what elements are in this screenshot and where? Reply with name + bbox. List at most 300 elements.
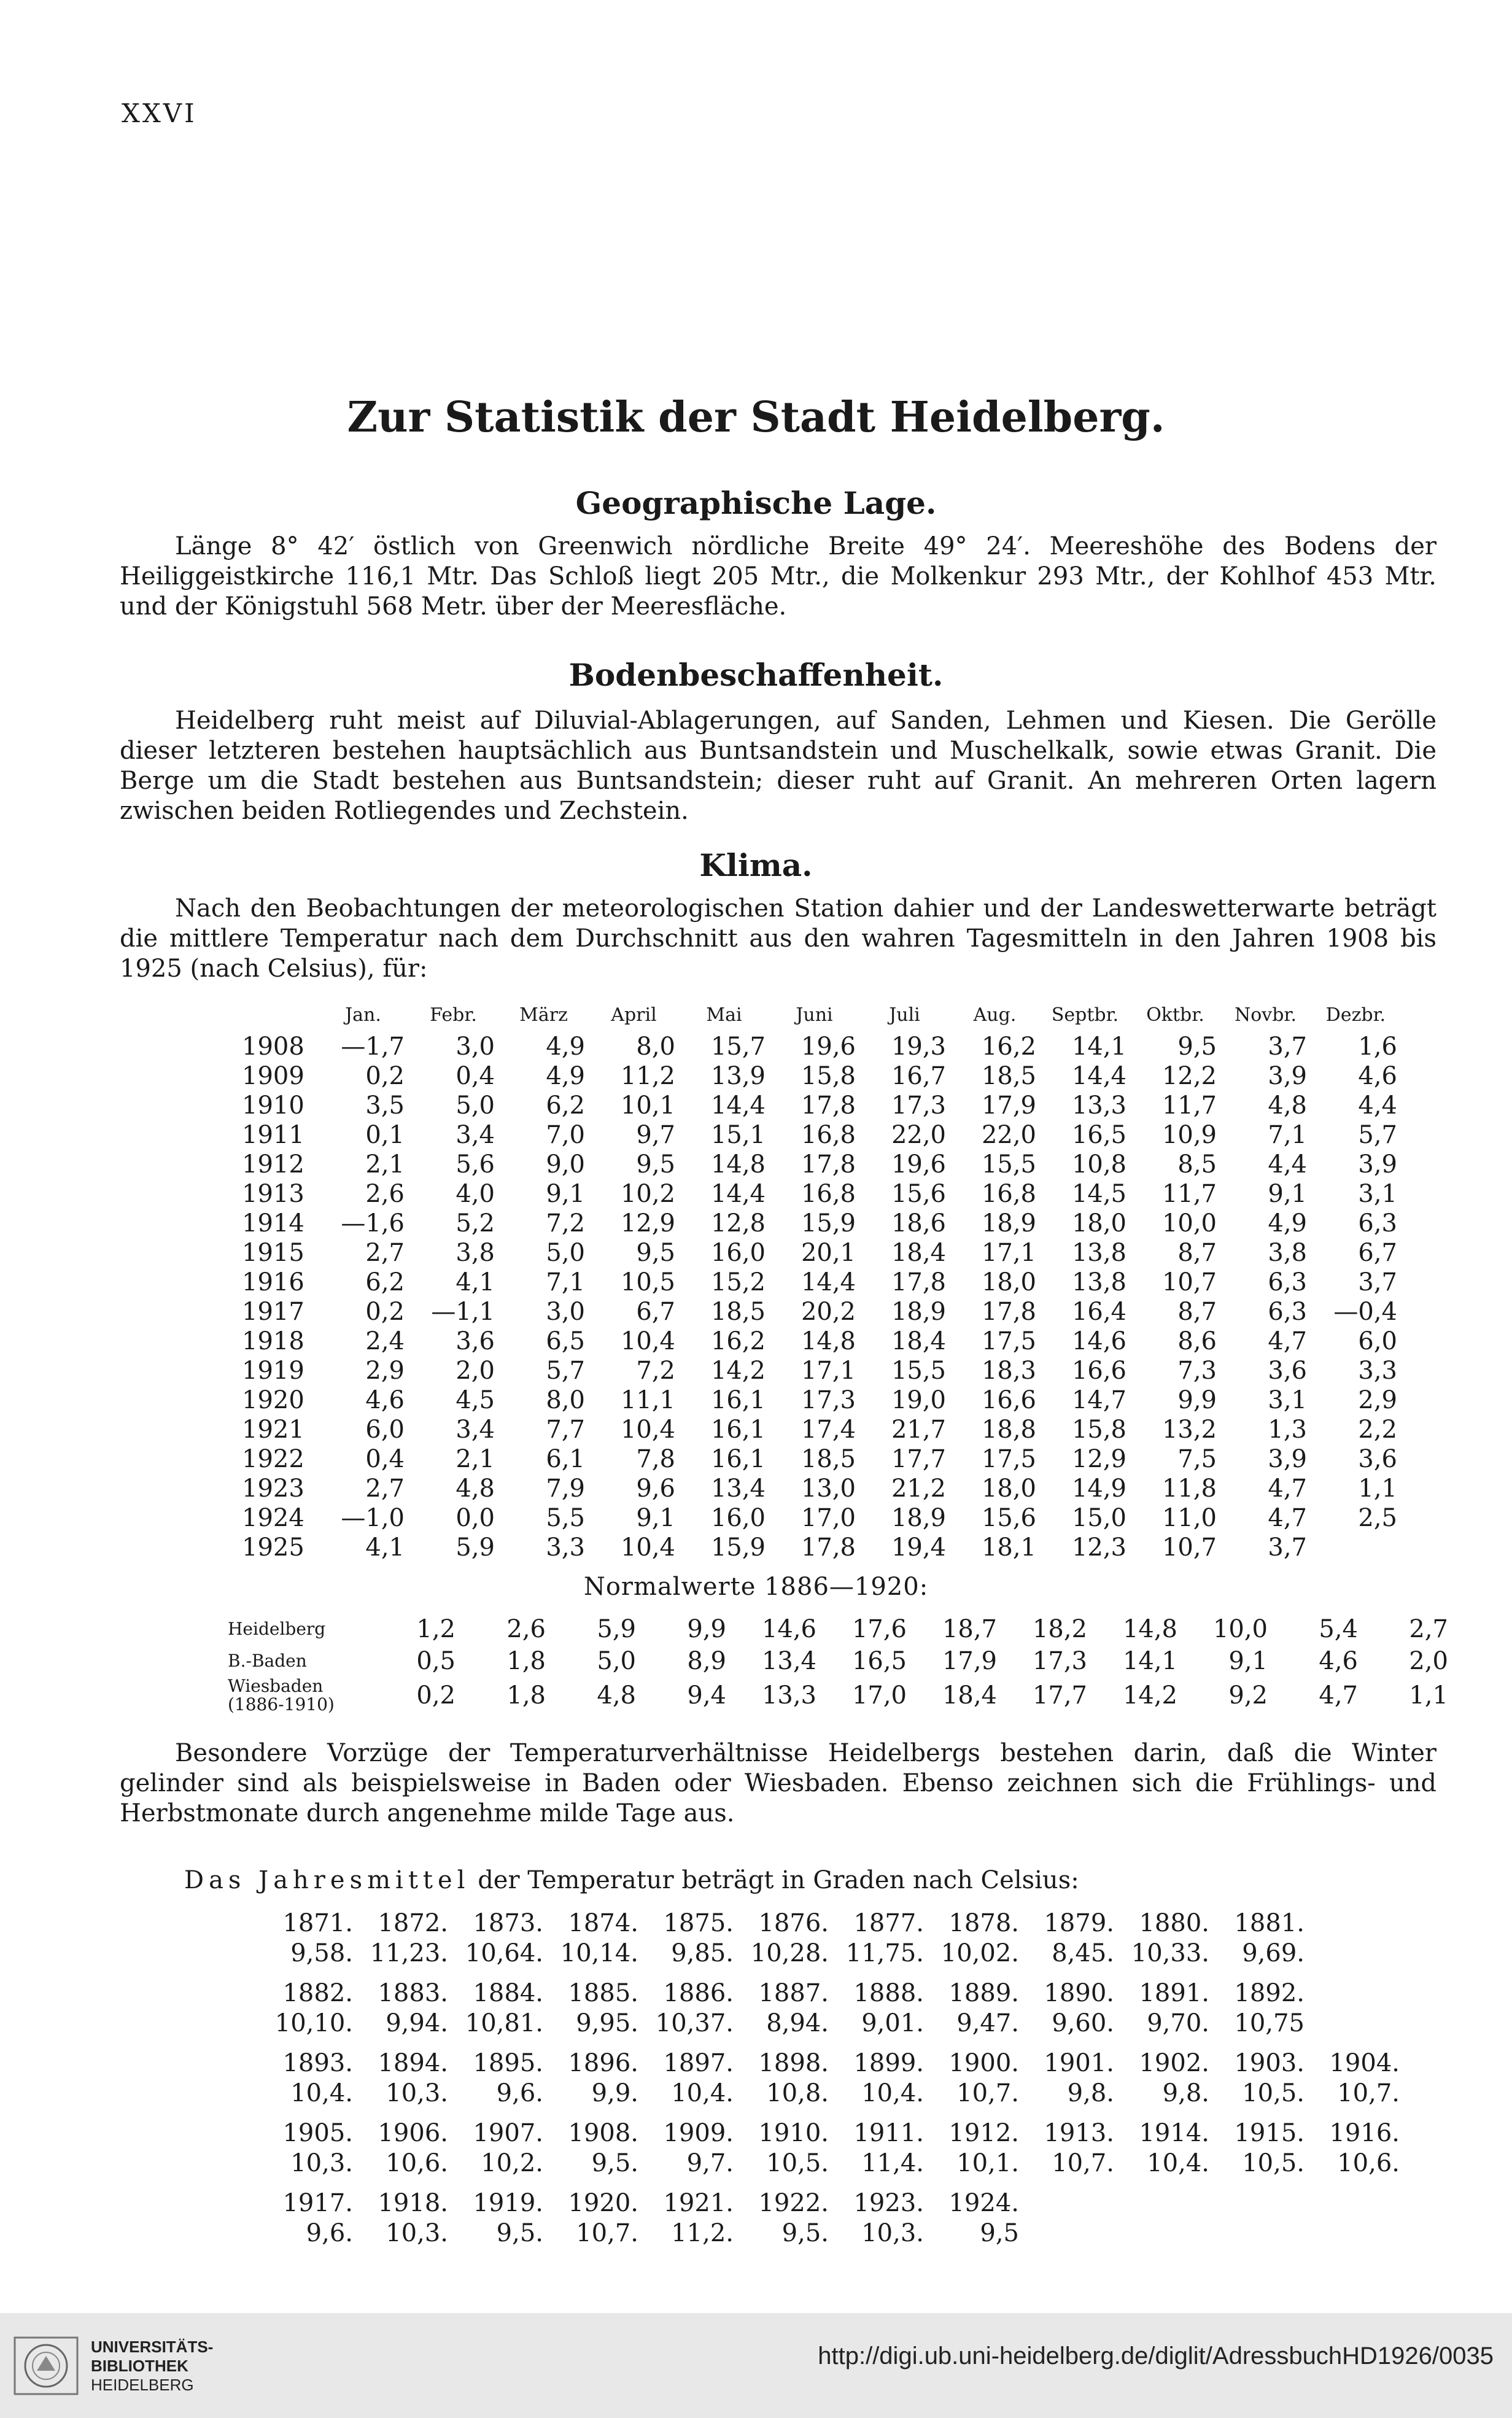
temperature-cell: 3,9	[1358, 1150, 1397, 1179]
annual-mean-table	[258, 1908, 1400, 2248]
spacer-row	[258, 1968, 1400, 1978]
month-header-cell: Jan.	[345, 1004, 381, 1026]
annual-year-cell: 1894.	[378, 2048, 448, 2077]
annual-value-cell: 11,75.	[845, 1939, 924, 1967]
annual-value-cell: 11,23.	[370, 1939, 448, 1967]
temperature-cell	[1311, 1533, 1401, 1562]
normal-values-table	[224, 1613, 1452, 1714]
month-header-cell: Aug.	[973, 1004, 1017, 1026]
temperature-cell: 6,5	[546, 1327, 585, 1355]
annual-value-cell: 9,5	[980, 2218, 1019, 2247]
normal-value-cell: 5,0	[597, 1647, 636, 1675]
temperature-cell: 14,9	[1071, 1474, 1126, 1503]
temperature-cell: 2,7	[365, 1239, 405, 1267]
temperature-cell: 3,1	[1358, 1180, 1397, 1208]
year-cell: 1922	[242, 1445, 304, 1473]
annual-year-cell: 1924.	[948, 2188, 1019, 2217]
temperature-cell: 10,4	[620, 1533, 675, 1562]
temperature-cell: 15,2	[710, 1268, 766, 1296]
annual-value-cell: 10,6.	[1337, 2149, 1400, 2177]
temperature-cell: 15,5	[891, 1357, 946, 1385]
annual-value-cell: 10,4.	[861, 2079, 924, 2107]
normal-value-cell: 10,0	[1212, 1615, 1268, 1643]
annual-year-cell: 1893.	[282, 2048, 353, 2077]
temperature-cell: 18,4	[891, 1239, 946, 1267]
table-row	[224, 1645, 1452, 1677]
normal-values-title: Normalwerte 1886—1920:	[583, 1573, 929, 1601]
temperature-cell: —1,7	[341, 1033, 405, 1061]
temperature-cell: 13,3	[1071, 1091, 1126, 1120]
annual-years-row	[258, 2188, 1400, 2218]
temperature-cell: 11,7	[1161, 1091, 1217, 1120]
annual-year-cell: 1884.	[473, 1978, 543, 2007]
annual-year-cell: 1900.	[948, 2048, 1019, 2077]
annual-value-cell: 9,47.	[956, 2009, 1019, 2037]
temperature-cell: 0,0	[456, 1504, 495, 1532]
temperature-cell: 6,0	[1358, 1327, 1397, 1355]
temperature-cell: 9,0	[546, 1150, 585, 1179]
university-seal-icon	[12, 2335, 80, 2397]
annual-value-cell: 8,94.	[766, 2009, 829, 2037]
year-cell: 1920	[242, 1386, 304, 1414]
table-row	[238, 1503, 1401, 1533]
annual-year-cell: 1895.	[473, 2048, 543, 2077]
annual-value-cell: 10,4.	[290, 2079, 353, 2107]
temperature-cell: 2,7	[365, 1474, 405, 1503]
temperature-cell: 16,2	[981, 1033, 1036, 1061]
temperature-cell: 17,1	[801, 1357, 856, 1385]
normal-value-cell: 4,6	[1319, 1647, 1358, 1675]
annual-value-cell: 9,60.	[1052, 2009, 1114, 2037]
institution-name	[91, 2338, 213, 2395]
annual-year-cell: 1890.	[1044, 1978, 1114, 2007]
temperature-cell: 19,3	[891, 1033, 946, 1061]
annual-value-cell: 10,02.	[940, 1939, 1019, 1967]
temperature-cell: 10,5	[620, 1268, 675, 1296]
temperature-cell: 15,6	[891, 1180, 946, 1208]
temperature-cell: 7,9	[546, 1474, 585, 1503]
normal-value-cell: 9,9	[687, 1615, 726, 1643]
year-cell: 1914	[242, 1209, 304, 1238]
temperature-cell: 4,5	[456, 1386, 495, 1414]
year-cell: 1925	[242, 1533, 304, 1562]
normal-value-cell: 18,4	[942, 1681, 997, 1710]
temperature-cell: 2,5	[1358, 1504, 1397, 1532]
annual-value-cell: 10,3.	[386, 2218, 448, 2247]
annual-year-cell: 1921.	[663, 2188, 734, 2217]
temperature-cell: 3,4	[456, 1121, 495, 1149]
spacer-row	[258, 2108, 1400, 2118]
normal-value-cell: 1,1	[1409, 1681, 1448, 1710]
temperature-cell: 2,9	[1358, 1386, 1397, 1414]
annual-value-cell: 10,8.	[766, 2079, 829, 2107]
temperature-cell: 17,5	[981, 1445, 1036, 1473]
temperature-cell: 6,2	[546, 1091, 585, 1120]
temperature-cell: 5,7	[546, 1357, 585, 1385]
annual-value-cell: 9,8.	[1067, 2079, 1114, 2107]
annual-value-cell: 9,85.	[671, 1939, 734, 1967]
temperature-cell: 11,7	[1161, 1180, 1217, 1208]
temperature-cell: 19,4	[891, 1533, 946, 1562]
temperature-cell: 3,1	[1268, 1386, 1307, 1414]
annual-year-cell: 1896.	[568, 2048, 638, 2077]
temperature-cell: 14,5	[1071, 1180, 1126, 1208]
table-row	[224, 1677, 1452, 1714]
station-name-cell	[224, 1613, 369, 1645]
temperature-cell: 3,0	[456, 1033, 495, 1061]
temperature-cell: 18,1	[981, 1533, 1036, 1562]
source-url-link[interactable]: http://digi.ub.uni-heidelberg.de/diglit/AdressbuchHD1926/0035	[818, 2342, 1494, 2370]
temperature-cell: 19,0	[891, 1386, 946, 1414]
annual-year-cell: 1904.	[1329, 2048, 1400, 2077]
year-cell: 1917	[242, 1298, 304, 1326]
annual-year-cell: 1871.	[282, 1908, 353, 1937]
normal-value-cell: 5,4	[1319, 1615, 1358, 1643]
annual-value-cell: 10,28.	[750, 1939, 829, 1967]
temperature-cell: 4,1	[365, 1533, 405, 1562]
temperature-cell: 16,8	[801, 1121, 856, 1149]
temperature-cell: 15,8	[1071, 1416, 1126, 1444]
normal-value-cell: 16,5	[851, 1647, 907, 1675]
annual-value-cell: 11,2.	[671, 2218, 734, 2247]
temperature-cell: 4,4	[1268, 1150, 1307, 1179]
annual-value-cell: 10,37.	[655, 2009, 734, 2037]
normal-value-cell: 17,0	[851, 1681, 907, 1710]
table-row	[238, 1474, 1401, 1503]
temperature-cell: 2,0	[456, 1357, 495, 1385]
annual-value-cell: 10,3.	[386, 2079, 448, 2107]
temperature-cell: 6,3	[1268, 1268, 1307, 1296]
temperature-cell: 12,9	[620, 1209, 675, 1238]
temperature-cell: 16,5	[1071, 1121, 1126, 1149]
paragraph-advantages-text: Besondere Vorzüge der Temperaturverhältnisse Heidelbergs bestehen darin, daß die Winter gelinder sind als beispielsweise in Baden oder Wiesbaden. Ebenso zeichnen sich die Frühlings- und Herbstmonate durch angenehme milde Tage aus.	[120, 1739, 1436, 1827]
temperature-cell: 16,4	[1071, 1298, 1126, 1326]
annual-year-cell: 1908.	[568, 2118, 638, 2147]
station-name: Wiesbaden	[228, 1676, 324, 1696]
spacer-row	[258, 2178, 1400, 2188]
annual-mean-body	[258, 1908, 1400, 2248]
temperature-cell: 6,2	[365, 1268, 405, 1296]
year-cell: 1913	[242, 1180, 304, 1208]
temperature-cell: 0,1	[365, 1121, 405, 1149]
annual-year-cell: 1897.	[663, 2048, 734, 2077]
temperature-cell: 12,2	[1161, 1062, 1217, 1090]
temperature-cell: 18,8	[981, 1416, 1036, 1444]
temperature-cell: 14,4	[1071, 1062, 1126, 1090]
normal-value-cell: 4,8	[597, 1681, 636, 1710]
temperature-cell: 4,6	[1358, 1062, 1397, 1090]
temperature-cell: 6,0	[365, 1416, 405, 1444]
year-cell: 1910	[242, 1091, 304, 1120]
temperature-cell: 10,9	[1161, 1121, 1217, 1149]
temperature-cell: 3,9	[1268, 1445, 1307, 1473]
normal-value-cell: 1,8	[506, 1681, 546, 1710]
temperature-cell: 17,1	[981, 1239, 1036, 1267]
table-row	[238, 1150, 1401, 1179]
temperature-cell: 3,8	[456, 1239, 495, 1267]
normal-value-cell: 17,3	[1032, 1647, 1087, 1675]
annual-year-cell: 1901.	[1044, 2048, 1114, 2077]
temperature-cell: 19,6	[801, 1033, 856, 1061]
temperature-cell: 18,6	[891, 1209, 946, 1238]
normal-value-cell: 17,7	[1032, 1681, 1087, 1710]
temperature-cell: 4,7	[1268, 1504, 1307, 1532]
annual-year-cell: 1872.	[378, 1908, 448, 1937]
temperature-cell: 14,4	[801, 1268, 856, 1296]
temperature-cell: 16,1	[710, 1416, 766, 1444]
temperature-cell: 18,0	[1071, 1209, 1126, 1238]
annual-value-cell: 10,2.	[481, 2149, 543, 2177]
year-cell: 1921	[242, 1416, 304, 1444]
temperature-cell: 7,1	[546, 1268, 585, 1296]
annual-value-cell: 10,5.	[1242, 2079, 1305, 2107]
annual-year-cell: 1875.	[663, 1908, 734, 1937]
temperature-cell: 7,5	[1177, 1445, 1217, 1473]
table-row	[238, 1356, 1401, 1385]
annual-year-cell: 1906.	[378, 2118, 448, 2147]
station-name: B.-Baden	[228, 1651, 307, 1671]
temperature-cell: 12,9	[1071, 1445, 1126, 1473]
temperature-cell: 3,9	[1268, 1062, 1307, 1090]
institution-line-3: HEIDELBERG	[91, 2376, 194, 2394]
temperature-cell: 3,3	[1358, 1357, 1397, 1385]
annual-year-cell: 1883.	[378, 1978, 448, 2007]
station-name: Heidelberg	[228, 1619, 326, 1639]
normal-value-cell: 2,7	[1409, 1615, 1448, 1643]
table-row	[238, 1533, 1401, 1562]
station-name-cell	[224, 1645, 369, 1677]
temperature-cell: 1,6	[1358, 1033, 1397, 1061]
temperature-cell: 18,0	[981, 1474, 1036, 1503]
normal-values-body	[224, 1613, 1452, 1714]
temperature-cell: 11,1	[620, 1386, 675, 1414]
temperature-cell: 10,0	[1161, 1209, 1217, 1238]
temperature-cell: 0,2	[365, 1298, 405, 1326]
temperature-cell: 17,5	[981, 1327, 1036, 1355]
annual-year-cell: 1882.	[282, 1978, 353, 2007]
month-header-cell: Juli	[889, 1004, 920, 1026]
year-cell: 1909	[242, 1062, 304, 1090]
temperature-cell: 10,7	[1161, 1533, 1217, 1562]
temperature-cell: 10,4	[620, 1416, 675, 1444]
table-row	[238, 1327, 1401, 1356]
temperature-cell: 15,9	[710, 1533, 766, 1562]
annual-mean-intro-rest: der Temperatur beträgt in Graden nach Celsius:	[478, 1866, 1079, 1894]
temperature-cell: 1,3	[1268, 1416, 1307, 1444]
temperature-cell: 14,8	[710, 1150, 766, 1179]
temperature-cell: 18,9	[981, 1209, 1036, 1238]
temperature-cell: 0,2	[365, 1062, 405, 1090]
station-period: (1886-1910)	[228, 1694, 335, 1715]
temperature-cell: 16,6	[981, 1386, 1036, 1414]
year-cell: 1924	[242, 1504, 304, 1532]
annual-values-row	[258, 1938, 1400, 1968]
normal-value-cell: 0,5	[416, 1647, 456, 1675]
month-header-cell: Juni	[796, 1004, 833, 1026]
temperature-cell: 10,7	[1161, 1268, 1217, 1296]
temperature-cell: 5,0	[456, 1091, 495, 1120]
annual-value-cell: 9,94.	[386, 2009, 448, 2037]
annual-year-cell: 1887.	[758, 1978, 829, 2007]
temperature-cell: 15,1	[710, 1121, 766, 1149]
temperature-cell: 3,6	[1358, 1445, 1397, 1473]
temperature-cell: 3,8	[1268, 1239, 1307, 1267]
temperature-cell: 15,8	[801, 1062, 856, 1090]
temperature-cell: 15,5	[981, 1150, 1036, 1179]
annual-year-cell: 1877.	[853, 1908, 924, 1937]
temperature-cell: 6,3	[1268, 1298, 1307, 1326]
temperature-cell: 18,3	[981, 1357, 1036, 1385]
temperature-cell: 2,9	[365, 1357, 405, 1385]
temperature-cell: 15,0	[1071, 1504, 1126, 1532]
temperature-cell: —0,4	[1333, 1298, 1397, 1326]
annual-value-cell: 9,70.	[1147, 2009, 1209, 2037]
annual-value-cell: 9,69.	[1242, 1939, 1305, 1967]
annual-value-cell: 10,7.	[956, 2079, 1019, 2107]
temperature-cell: 21,7	[891, 1416, 946, 1444]
temperature-cell: 17,9	[981, 1091, 1036, 1120]
temperature-cell: 16,0	[710, 1504, 766, 1532]
temperature-cell: 5,0	[546, 1239, 585, 1267]
annual-year-cell: 1873.	[473, 1908, 543, 1937]
temperature-cell: 3,5	[365, 1091, 405, 1120]
temperature-cell: 7,8	[636, 1445, 675, 1473]
annual-value-cell: 10,4.	[1147, 2149, 1209, 2177]
year-cell: 1919	[242, 1357, 304, 1385]
normal-value-cell: 14,2	[1122, 1681, 1177, 1710]
heading-climate: Klima.	[699, 847, 813, 883]
temperature-cell: 16,0	[710, 1239, 766, 1267]
annual-value-cell: 9,01.	[861, 2009, 924, 2037]
year-cell: 1915	[242, 1239, 304, 1267]
annual-value-cell: 10,10.	[274, 2009, 353, 2037]
temperature-cell: 17,3	[891, 1091, 946, 1120]
annual-mean-intro-spaced: Das Jahresmittel	[184, 1866, 470, 1894]
year-cell: 1916	[242, 1268, 304, 1296]
temperature-cell: 3,6	[456, 1327, 495, 1355]
month-header-cell: Novbr.	[1234, 1004, 1297, 1026]
temperature-cell: 9,1	[1268, 1180, 1307, 1208]
annual-years-row	[258, 1908, 1400, 1938]
month-header-cell: Febr.	[430, 1004, 477, 1026]
normal-value-cell: 5,9	[597, 1615, 636, 1643]
annual-year-cell: 1902.	[1139, 2048, 1209, 2077]
temperature-cell: 6,7	[636, 1298, 675, 1326]
annual-value-cell: 10,14.	[560, 1939, 638, 1967]
institution-line-2: BIBLIOTHEK	[91, 2357, 188, 2375]
temperature-cell: 7,2	[636, 1357, 675, 1385]
table-row	[238, 1120, 1401, 1150]
annual-year-cell: 1920.	[568, 2188, 638, 2217]
year-cell: 1923	[242, 1474, 304, 1503]
temperature-cell: 17,0	[801, 1504, 856, 1532]
annual-year-cell: 1891.	[1139, 1978, 1209, 2007]
temperature-cell: 18,5	[981, 1062, 1036, 1090]
annual-value-cell: 9,95.	[576, 2009, 638, 2037]
normal-value-cell: 18,2	[1032, 1615, 1087, 1643]
institution-line-1: UNIVERSITÄTS-	[91, 2338, 214, 2356]
temperature-cell: 6,7	[1358, 1239, 1397, 1267]
annual-value-cell: 9,6.	[496, 2079, 543, 2107]
month-header-cell: Mai	[706, 1004, 742, 1026]
temperature-cell: 18,4	[891, 1327, 946, 1355]
temperature-cell: 10,4	[620, 1327, 675, 1355]
normal-value-cell: 14,6	[761, 1615, 816, 1643]
temperature-cell: 16,2	[710, 1327, 766, 1355]
temperature-cell: 8,0	[636, 1033, 675, 1061]
temperature-cell: 22,0	[981, 1121, 1036, 1149]
annual-year-cell: 1913.	[1044, 2118, 1114, 2147]
temperature-cell: 17,8	[801, 1533, 856, 1562]
month-header-cell: Oktbr.	[1146, 1004, 1204, 1026]
temperature-cell: 5,9	[456, 1533, 495, 1562]
temperature-cell: 7,7	[546, 1416, 585, 1444]
annual-year-cell: 1879.	[1044, 1908, 1114, 1937]
year-cell: 1918	[242, 1327, 304, 1355]
temperature-cell: 5,2	[456, 1209, 495, 1238]
temperature-cell: 9,9	[1177, 1386, 1217, 1414]
temperature-cell: 22,0	[891, 1121, 946, 1149]
paragraph-soil-text: Heidelberg ruht meist auf Diluvial-Ablagerungen, auf Sanden, Lehmen und Kiesen. Die Gerölle dieser letzteren bestehen hauptsächlich aus Buntsandstein und Muschelkalk, sowie etwas Granit. Die Berge um die Stadt bestehen aus Buntsandstein; dieser ruht auf Granit. An mehreren Orten lagern zwischen beiden Rotliegendes und Zechstein.	[120, 707, 1436, 825]
temperature-cell: 9,1	[636, 1504, 675, 1532]
annual-value-cell: 10,7.	[1337, 2079, 1400, 2107]
paragraph-soil	[120, 706, 1436, 826]
annual-value-cell: 10,75	[1234, 2009, 1305, 2037]
temperature-cell: 17,3	[801, 1386, 856, 1414]
temperature-cell: 3,4	[456, 1416, 495, 1444]
annual-year-cell: 1915.	[1234, 2118, 1305, 2147]
normal-value-cell: 14,8	[1122, 1615, 1177, 1643]
annual-year-cell: 1886.	[663, 1978, 734, 2007]
temperature-cell: 9,5	[636, 1150, 675, 1179]
temperature-cell: 16,8	[981, 1180, 1036, 1208]
annual-year-cell: 1885.	[568, 1978, 638, 2007]
paragraph-climate-text: Nach den Beobachtungen der meteorologischen Station dahier und der Landeswetterwarte beträgt die mittlere Temperatur nach dem Durchschnitt aus den wahren Tagesmitteln in den Jahren 1908 bis 1925 (nach Celsius), für:	[120, 894, 1436, 983]
normal-value-cell: 14,1	[1122, 1647, 1177, 1675]
temperature-cell: 14,6	[1071, 1327, 1126, 1355]
temperature-cell: 7,1	[1268, 1121, 1307, 1149]
temperature-cell: 18,5	[801, 1445, 856, 1473]
temperature-cell: 17,4	[801, 1416, 856, 1444]
temperature-cell: 17,8	[981, 1298, 1036, 1326]
temperature-cell: 11,8	[1161, 1474, 1217, 1503]
annual-years-row	[258, 1978, 1400, 2008]
paragraph-geographic-location-text: Länge 8° 42′ östlich von Greenwich nördliche Breite 49° 24′. Meereshöhe des Bodens der Heiliggeistkirche 116,1 Mtr. Das Schloß liegt 205 Mtr., die Molkenkur 293 Mtr., der Kohlhof 453 Mtr. und der Königstuhl 568 Metr. über der Meeresfläche.	[120, 532, 1436, 621]
month-header-cell: April	[611, 1004, 657, 1026]
temperature-cell: 9,5	[1177, 1033, 1217, 1061]
annual-year-cell: 1923.	[853, 2188, 924, 2217]
annual-year-cell: 1914.	[1139, 2118, 1209, 2147]
table-row	[224, 1613, 1452, 1645]
annual-value-cell: 10,5.	[766, 2149, 829, 2177]
temperature-cell: 8,6	[1177, 1327, 1217, 1355]
annual-value-cell: 10,4.	[671, 2079, 734, 2107]
temperature-cell: 14,8	[801, 1327, 856, 1355]
temperature-cell: 16,1	[710, 1386, 766, 1414]
normal-value-cell: 17,9	[942, 1647, 997, 1675]
temperature-cell: 3,7	[1268, 1533, 1307, 1562]
annual-value-cell: 9,8.	[1162, 2079, 1209, 2107]
paragraph-advantages	[120, 1738, 1436, 1829]
temperature-cell: 10,1	[620, 1091, 675, 1120]
temperature-cell: 2,1	[365, 1150, 405, 1179]
annual-year-cell: 1899.	[853, 2048, 924, 2077]
normal-value-cell: 1,2	[416, 1615, 456, 1643]
page-title: Zur Statistik der Stadt Heidelberg.	[347, 393, 1165, 442]
temperature-cell: 13,0	[801, 1474, 856, 1503]
annual-year-cell: 1922.	[758, 2188, 829, 2217]
normal-value-cell: 18,7	[942, 1615, 997, 1643]
